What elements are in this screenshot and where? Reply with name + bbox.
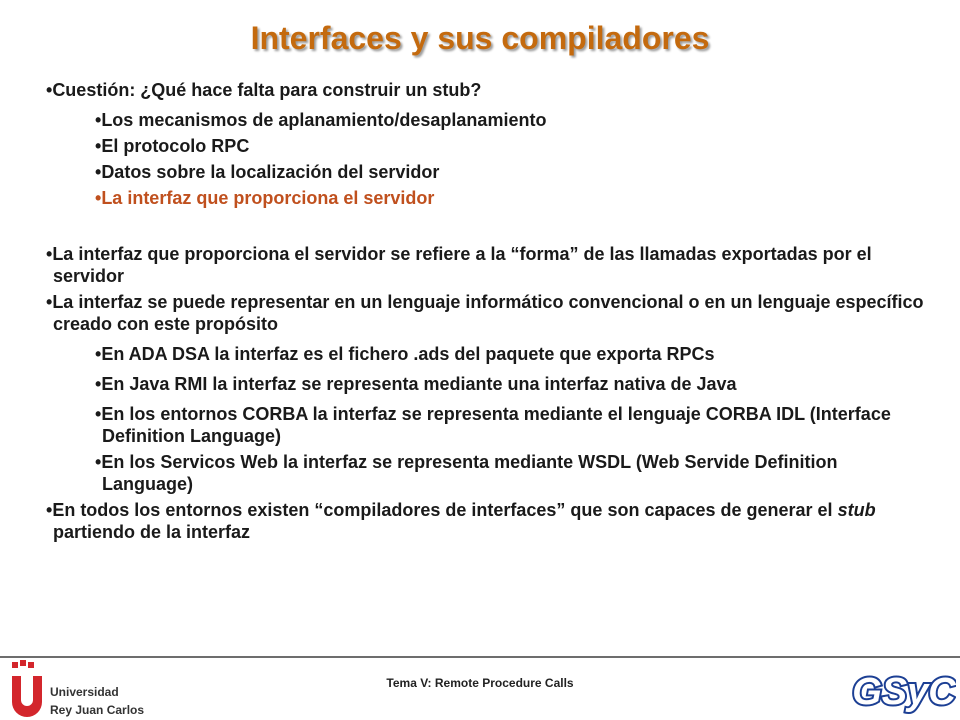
bullet-question: • Cuestión: ¿Qué hace falta para construir un stub? (46, 79, 926, 101)
compilers-text-after: partiendo de la interfaz (53, 522, 251, 542)
subbullet-corba-idl: • En los entornos CORBA la interfaz se representa mediante el lenguaje CORBA IDL (Interface Definition Language) (95, 403, 926, 447)
university-name-line2: Rey Juan Carlos (50, 703, 145, 717)
slide-title: Interfaces y sus compiladores (250, 20, 710, 56)
footer-divider (0, 656, 960, 658)
footer-course-title: Tema V: Remote Procedure Calls (386, 676, 574, 690)
bullet-interface-compilers (46, 499, 926, 543)
bullet-interface-shape: • La interfaz que proporciona el servidor se refiere a la “forma” de las llamadas exportadas por el servidor (46, 243, 926, 287)
university-name-line1: Universidad (50, 685, 119, 699)
gsyc-logo-text: GSyC (852, 671, 956, 713)
slide-body (46, 79, 926, 543)
subbullet-flattening: • Los mecanismos de aplanamiento/desaplanamiento (95, 109, 926, 131)
stub-emphasis: stub (837, 500, 876, 520)
compilers-text-before: En todos los entornos existen “compiladores de interfaces” que son capaces de generar el (52, 500, 838, 520)
subbullet-ada-dsa: • En ADA DSA la interfaz es el fichero .ads del paquete que exporta RPCs (95, 343, 926, 365)
subbullet-java-rmi: • En Java RMI la interfaz se representa mediante una interfaz nativa de Java (95, 373, 926, 395)
subbullet-wsdl: • En los Servicos Web la interfaz se representa mediante WSDL (Web Servide Definition Language) (95, 451, 926, 495)
subbullet-rpc-protocol: • El protocolo RPC (95, 135, 926, 157)
gsyc-logo (852, 664, 956, 714)
subbullet-server-interface: • La interfaz que proporciona el servidor (95, 187, 926, 209)
subbullet-server-location: • Datos sobre la localización del servidor (95, 161, 926, 183)
bullet-interface-language: • La interfaz se puede representar en un lenguaje informático convencional o en un lenguaje específico creado con este propósito (46, 291, 926, 335)
